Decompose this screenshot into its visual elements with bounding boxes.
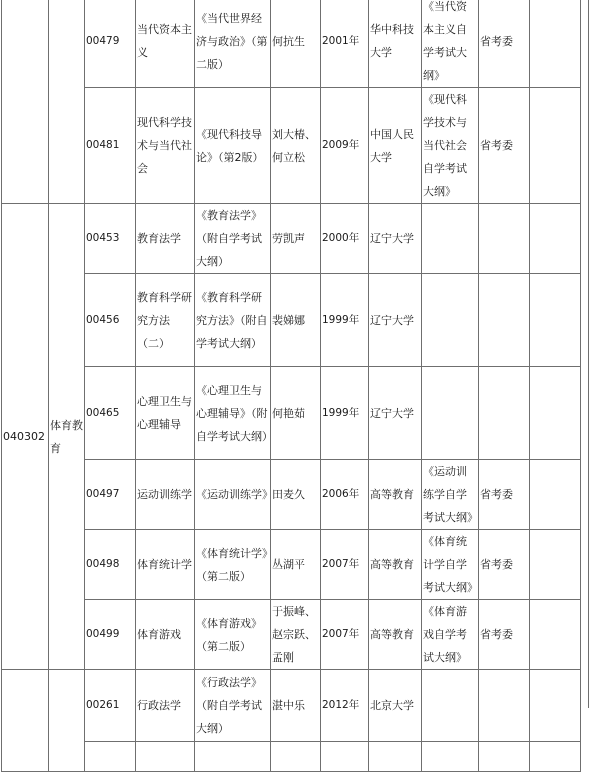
publisher-cell: 北京大学 [369, 670, 422, 742]
note-cell [530, 204, 581, 274]
textbook-cell: 《现代科技导论》（第2版） [195, 88, 271, 204]
year-cell: 2001年 [321, 0, 369, 88]
syllabus-publisher-cell: 省考委 [479, 530, 530, 600]
table-row [2, 600, 581, 670]
syllabus-cell: 《体育游戏自学考试大纲》 [422, 600, 479, 670]
year-cell: 2007年 [321, 600, 369, 670]
table-row [2, 274, 581, 367]
author-cell: 湛中乐 [271, 670, 321, 742]
publisher-cell [369, 742, 422, 772]
course-name-cell: 现代科学技术与当代社会 [136, 88, 195, 204]
course-code-cell: 00456 [85, 274, 136, 367]
syllabus-cell: 《现代科学技术与当代社会自学考试大纲》 [422, 88, 479, 204]
course-code-cell: 00497 [85, 460, 136, 530]
note-cell [530, 670, 581, 742]
textbook-cell [195, 742, 271, 772]
course-code-cell: 00499 [85, 600, 136, 670]
year-cell: 1999年 [321, 274, 369, 367]
year-cell: 2009年 [321, 88, 369, 204]
table-row [2, 670, 581, 742]
syllabus-publisher-cell: 省考委 [479, 460, 530, 530]
year-cell: 2000年 [321, 204, 369, 274]
syllabus-publisher-cell: 省考委 [479, 600, 530, 670]
publisher-cell: 高等教育 [369, 530, 422, 600]
course-name-cell: 体育统计学 [136, 530, 195, 600]
note-cell [530, 742, 581, 772]
syllabus-cell: 《运动训练学自学考试大纲》 [422, 460, 479, 530]
syllabus-cell: 《当代资本主义自学考试大纲》 [422, 0, 479, 88]
year-cell: 2006年 [321, 460, 369, 530]
syllabus-cell [422, 367, 479, 460]
major-code-cell [2, 670, 49, 772]
note-cell [530, 88, 581, 204]
year-cell [321, 742, 369, 772]
year-cell: 2007年 [321, 530, 369, 600]
course-code-cell [85, 742, 136, 772]
year-cell: 2012年 [321, 670, 369, 742]
publisher-cell: 辽宁大学 [369, 204, 422, 274]
course-code-cell: 00498 [85, 530, 136, 600]
course-code-cell: 00465 [85, 367, 136, 460]
table-row [2, 367, 581, 460]
author-cell: 何抗生 [271, 0, 321, 88]
note-cell [530, 600, 581, 670]
table-row [2, 88, 581, 204]
syllabus-publisher-cell: 省考委 [479, 88, 530, 204]
table-row [2, 530, 581, 600]
note-cell [530, 460, 581, 530]
course-code-cell: 00481 [85, 88, 136, 204]
publisher-cell: 高等教育 [369, 460, 422, 530]
major-name-cell [49, 0, 85, 204]
textbook-cell: 《教育科学研究方法》（附自学考试大纲） [195, 274, 271, 367]
syllabus-publisher-cell [479, 204, 530, 274]
syllabus-publisher-cell: 省考委 [479, 0, 530, 88]
syllabus-cell [422, 204, 479, 274]
course-code-cell: 00261 [85, 670, 136, 742]
course-name-cell: 行政法学 [136, 670, 195, 742]
textbook-cell: 《心理卫生与心理辅导》（附自学考试大纲） [195, 367, 271, 460]
major-name-cell: 体育教育 [49, 204, 85, 670]
publisher-cell: 华中科技大学 [369, 0, 422, 88]
syllabus-cell: 《体育统计学自学考试大纲》 [422, 530, 479, 600]
syllabus-cell [422, 670, 479, 742]
syllabus-publisher-cell [479, 367, 530, 460]
author-cell: 于振峰、赵宗跃、孟刚 [271, 600, 321, 670]
publisher-cell: 高等教育 [369, 600, 422, 670]
note-cell [530, 274, 581, 367]
textbook-cell: 《行政法学》（附自学考试大纲） [195, 670, 271, 742]
table-right-border [588, 0, 589, 708]
course-code-cell: 00453 [85, 204, 136, 274]
table-row [2, 204, 581, 274]
course-code-cell: 00479 [85, 0, 136, 88]
syllabus-cell [422, 274, 479, 367]
note-cell [530, 530, 581, 600]
table-row [2, 460, 581, 530]
major-name-cell [49, 670, 85, 772]
author-cell: 裴娣娜 [271, 274, 321, 367]
author-cell: 刘大椿、何立松 [271, 88, 321, 204]
author-cell: 丛湖平 [271, 530, 321, 600]
course-name-cell: 运动训练学 [136, 460, 195, 530]
course-name-cell: 体育游戏 [136, 600, 195, 670]
course-name-cell: 教育科学研究方法（二） [136, 274, 195, 367]
table-row [2, 742, 581, 772]
textbook-cell: 《当代世界经济与政治》（第二版） [195, 0, 271, 88]
note-cell [530, 367, 581, 460]
author-cell: 何艳茹 [271, 367, 321, 460]
author-cell: 劳凯声 [271, 204, 321, 274]
syllabus-cell [422, 742, 479, 772]
major-code-cell [2, 0, 49, 204]
year-cell: 1999年 [321, 367, 369, 460]
course-name-cell: 教育法学 [136, 204, 195, 274]
author-cell [271, 742, 321, 772]
course-table [1, 0, 581, 772]
major-code-cell: 040302 [2, 204, 49, 670]
textbook-cell: 《教育法学》（附自学考试大纲） [195, 204, 271, 274]
syllabus-publisher-cell [479, 670, 530, 742]
publisher-cell: 中国人民大学 [369, 88, 422, 204]
course-name-cell: 心理卫生与心理辅导 [136, 367, 195, 460]
syllabus-publisher-cell [479, 742, 530, 772]
course-name-cell: 当代资本主义 [136, 0, 195, 88]
textbook-cell: 《体育统计学》（第二版） [195, 530, 271, 600]
author-cell: 田麦久 [271, 460, 321, 530]
syllabus-publisher-cell [479, 274, 530, 367]
textbook-cell: 《体育游戏》（第二版） [195, 600, 271, 670]
publisher-cell: 辽宁大学 [369, 367, 422, 460]
publisher-cell: 辽宁大学 [369, 274, 422, 367]
course-name-cell [136, 742, 195, 772]
note-cell [530, 0, 581, 88]
table-row [2, 0, 581, 88]
textbook-cell: 《运动训练学》 [195, 460, 271, 530]
